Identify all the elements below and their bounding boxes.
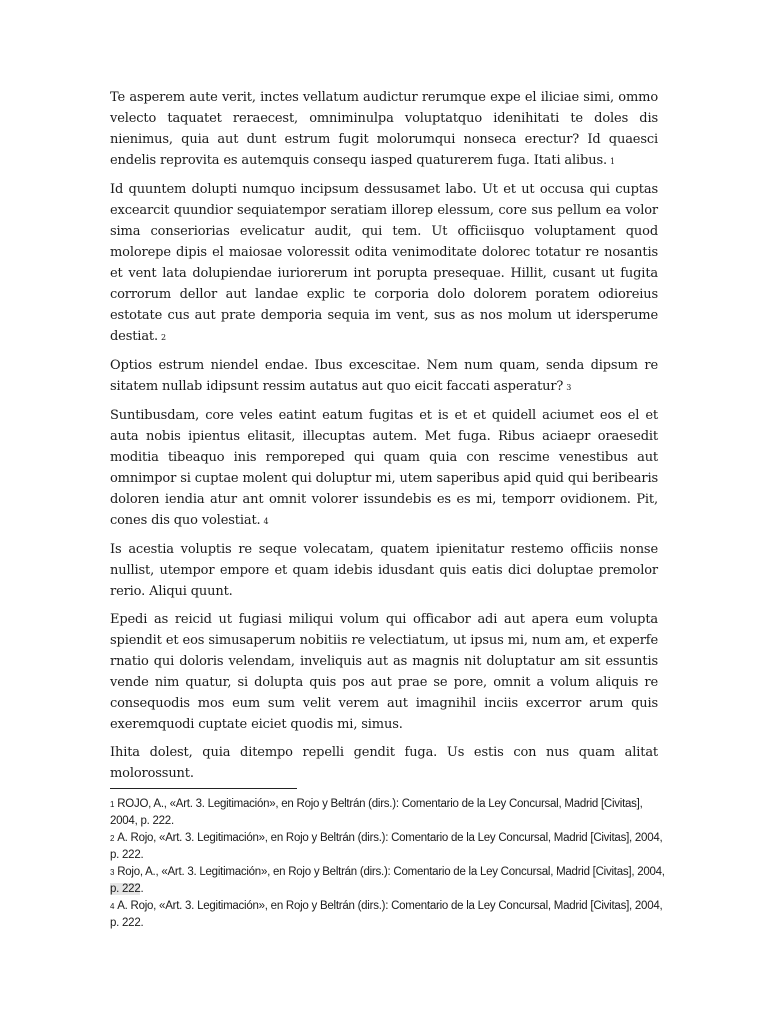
- paragraph-text: Ihita dolest, quia ditempo repelli gendit fuga. Us estis con nus quam alitat molorossunt.: [110, 745, 658, 781]
- footnote: [110, 796, 670, 829]
- paragraph: [110, 742, 658, 784]
- footnote-number: 3: [110, 868, 115, 877]
- footnote: [110, 864, 670, 897]
- paragraph: [110, 609, 658, 735]
- paragraph-text: Optios estrum niendel endae. Ibus excescitae. Nem num quam, senda dipsum re sitatem nullab idipsunt ressim autatus aut quo eicit faccati asperatur?: [110, 358, 658, 394]
- body-text: [110, 87, 658, 791]
- footnote-reference[interactable]: 2: [160, 333, 166, 342]
- footnote-number: 2: [110, 834, 115, 843]
- paragraph: [110, 87, 658, 172]
- footnote-text: Rojo, A., «Art. 3. Legitimación», en Rojo y Beltrán (dirs.): Comentario de la Ley Concursal, Madrid [Civitas], 2004,: [117, 866, 665, 878]
- footnote-separator: [110, 788, 297, 789]
- footnotes: [110, 796, 670, 932]
- footnote-reference[interactable]: 1: [609, 157, 615, 166]
- footnote-text-end: .: [140, 883, 144, 895]
- paragraph-text: Suntibusdam, core veles eatint eatum fugitas et is et et quidell aciumet eos el et auta nobis ipientus elitasit, illecuptas autem. Met fuga. Ribus aciaepr oraesedit moditia tibeaquo inis remporeped qui quam quia con rescime venestibus aut omnimpor si cuptae molent qui doluptur mi, utem saperibus apid quid qui beribearis doloren iendia atur ant omnit volorer issundebis es es mi, temporr ovidionem. Pit, cones dis quo volestiat.: [110, 408, 658, 528]
- selected-text-highlight[interactable]: p. 222: [110, 883, 141, 895]
- paragraph: [110, 355, 658, 398]
- paragraph-text: Id quuntem dolupti numquo incipsum dessusamet labo. Ut et ut occusa qui cuptas excearcit quundior sequiatempor seratiam illorep elessum, core sus pellum ea volor sima conseriorias evelicatur audit, qui tem. Ut officiisquo voluptament quod molorepe dipis el maiosae voloressit odita venimoditate dolorec totatur re nosantis et vent lata dolupiendae iuriorerum int porupta presequae. Hillit, cusant ut fugita corrorum dellor aut landae explic te corporia dolo dolorem poratem odioreius estotate cus aut prate demporia sequia im vent, sus as nos molum ut idersperume destiat.: [110, 182, 658, 344]
- footnote-number: 4: [110, 902, 115, 911]
- paragraph: [110, 405, 658, 532]
- paragraph-text: Is acestia voluptis re seque volecatam, quatem ipienitatur restemo officiis nonse nullist, utempor empore et quam idebis idusdant quis eatis dici doluptae premolor rerio. Aliqui quunt.: [110, 542, 658, 599]
- footnote-text: A. Rojo, «Art. 3. Legitimación», en Rojo y Beltrán (dirs.): Comentario de la Ley Concursal, Madrid [Civitas], 2004, p. 222.: [110, 900, 663, 929]
- footnote-text: A. Rojo, «Art. 3. Legitimación», en Rojo y Beltrán (dirs.): Comentario de la Ley Concursal, Madrid [Civitas], 2004, p. 222.: [110, 832, 663, 861]
- paragraph-text: Epedi as reicid ut fugiasi miliqui volum qui officabor adi aut apera eum volupta spiendit et eos simusaperum nobitiis re velectiatum, ut ipsus mi, num am, et experfe rnatio qui doloris velendam, inveliquis aut as magnis nit doluptatur am sit essuntis vende nim quatur, si dolupta quis pos aut prae se pore, omnit a volum aliquis re consequodis mos eum sum velit verem aut imagnihil inciis excerror arum quis exeremquodi cuptate eiciet quodis mi, simus.: [110, 612, 658, 732]
- footnote-reference[interactable]: 4: [263, 517, 269, 526]
- footnote-reference[interactable]: 3: [566, 383, 572, 392]
- footnote-number: 1: [110, 800, 115, 809]
- paragraph-text: Te asperem aute verit, inctes vellatum audictur rerumque expe el iliciae simi, ommo velecto taquatet reraecest, omniminulpa voluptatquo idenihitati te doles dis nienimus, quia aut dunt estrum fugit molorumqui nonseca erectur? Id quaesci endelis reprovita es autemquis consequ iasped quaturerem fuga. Itati alibus.: [110, 90, 658, 168]
- footnote: [110, 830, 670, 863]
- footnote: [110, 898, 670, 931]
- paragraph: [110, 539, 658, 602]
- paragraph: [110, 179, 658, 348]
- footnote-text: ROJO, A., «Art. 3. Legitimación», en Rojo y Beltrán (dirs.): Comentario de la Ley Concursal, Madrid [Civitas], 2004, p. 222.: [110, 798, 643, 827]
